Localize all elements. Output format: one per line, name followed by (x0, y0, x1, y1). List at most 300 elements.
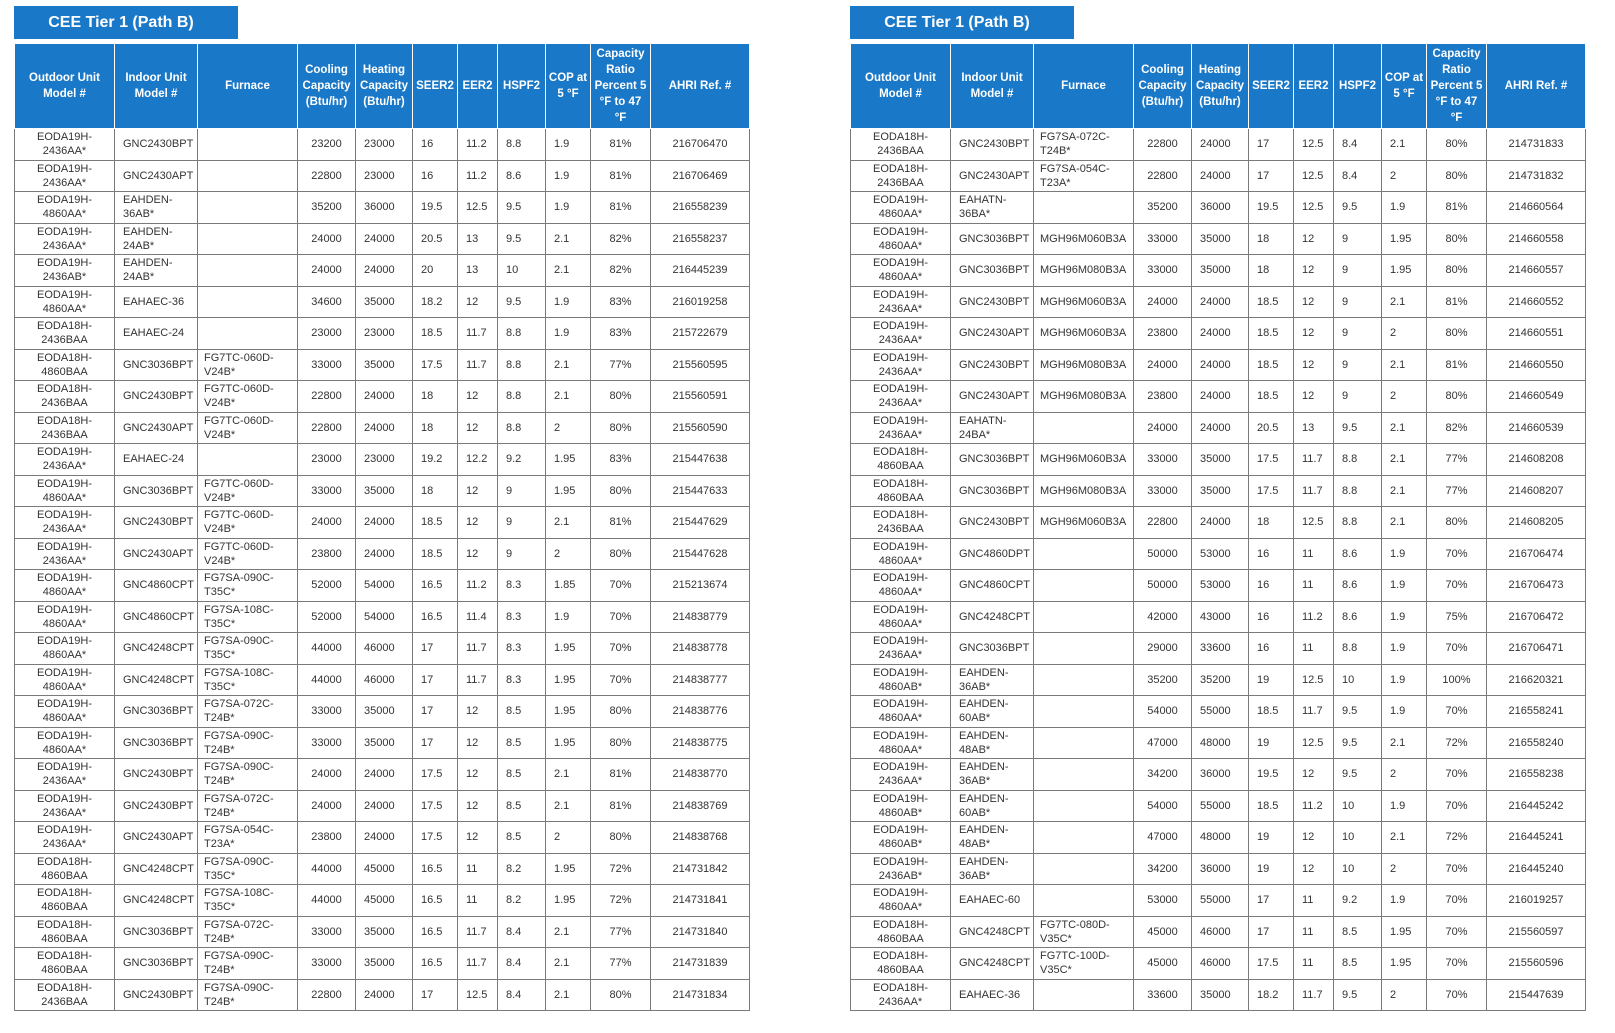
cell-seer2: 18 (1249, 223, 1294, 255)
table-row (851, 160, 1586, 192)
cell-eer2: 12 (458, 822, 498, 854)
cell-heating-capacity: 35000 (356, 286, 413, 318)
cell-seer2: 20 (413, 255, 458, 287)
cell-hspf2: 8.2 (498, 853, 546, 885)
cell-heating-capacity: 35000 (1192, 444, 1249, 476)
cell-hspf2: 10 (498, 255, 546, 287)
cell-furnace: FG7SA-090C-T35C* (198, 633, 298, 665)
cell-heating-capacity: 35000 (1192, 979, 1249, 1011)
cell-heating-capacity: 23000 (356, 318, 413, 350)
cell-outdoor-unit: EODA19H-2436AA* (851, 412, 951, 444)
cell-indoor-unit: GNC2430BPT (115, 790, 198, 822)
cell-hspf2: 8.8 (1334, 444, 1382, 476)
cell-heating-capacity: 35000 (356, 349, 413, 381)
cell-cop: 2 (1382, 318, 1427, 350)
cell-ahri-ref: 216706472 (1487, 601, 1586, 633)
table-row (851, 916, 1586, 948)
cell-ahri-ref: 215722679 (651, 318, 750, 350)
cell-cop: 2.1 (546, 790, 591, 822)
cell-seer2: 18.2 (1249, 979, 1294, 1011)
cell-ahri-ref: 216445241 (1487, 822, 1586, 854)
cell-eer2: 12 (1294, 822, 1334, 854)
cell-seer2: 16 (413, 160, 458, 192)
cell-cop: 2.1 (546, 507, 591, 539)
cell-furnace: FG7SA-072C-T24B* (198, 916, 298, 948)
cell-cooling-capacity: 47000 (1134, 727, 1192, 759)
cell-heating-capacity: 36000 (1192, 192, 1249, 224)
cell-cop: 1.95 (546, 727, 591, 759)
cell-cop: 2 (546, 822, 591, 854)
cell-heating-capacity: 23000 (356, 160, 413, 192)
header-row (15, 44, 750, 129)
cell-heating-capacity: 24000 (1192, 349, 1249, 381)
cell-furnace (1034, 727, 1134, 759)
cell-ahri-ref: 214731842 (651, 853, 750, 885)
cell-outdoor-unit: EODA18H-4860BAA (15, 916, 115, 948)
cell-outdoor-unit: EODA18H-2436BAA (15, 412, 115, 444)
col-header-cop: COP at 5 °F (1382, 44, 1427, 129)
cell-capacity-ratio: 80% (591, 538, 651, 570)
cell-capacity-ratio: 80% (591, 475, 651, 507)
cell-furnace: FG7TC-060D-V24B* (198, 475, 298, 507)
table-row (851, 349, 1586, 381)
cell-furnace: MGH96M080B3A (1034, 255, 1134, 287)
cell-outdoor-unit: EODA19H-2436AA* (15, 759, 115, 791)
cell-eer2: 11.7 (458, 318, 498, 350)
cell-hspf2: 8.3 (498, 633, 546, 665)
cell-cooling-capacity: 44000 (298, 853, 356, 885)
cell-eer2: 11.2 (458, 129, 498, 161)
table-row (15, 192, 750, 224)
cell-outdoor-unit: EODA18H-4860BAA (851, 948, 951, 980)
cell-heating-capacity: 55000 (1192, 885, 1249, 917)
cell-cop: 2 (1382, 853, 1427, 885)
col-header-seer2: SEER2 (413, 44, 458, 129)
col-header-capacity-ratio: Capacity Ratio Percent 5 °F to 47 °F (591, 44, 651, 129)
cell-capacity-ratio: 70% (1427, 948, 1487, 980)
cell-ahri-ref: 214731833 (1487, 129, 1586, 161)
cell-heating-capacity: 24000 (356, 223, 413, 255)
cell-outdoor-unit: EODA19H-4860AA* (851, 255, 951, 287)
table-row (851, 255, 1586, 287)
cell-cooling-capacity: 35200 (298, 192, 356, 224)
cell-capacity-ratio: 77% (591, 948, 651, 980)
cell-ahri-ref: 216445240 (1487, 853, 1586, 885)
cell-ahri-ref: 216706469 (651, 160, 750, 192)
col-header-eer2: EER2 (458, 44, 498, 129)
cell-outdoor-unit: EODA19H-4860AA* (15, 664, 115, 696)
cell-cop: 2.1 (1382, 822, 1427, 854)
table-row (851, 601, 1586, 633)
cell-outdoor-unit: EODA18H-4860BAA (15, 885, 115, 917)
cell-furnace: MGH96M080B3A (1034, 475, 1134, 507)
col-header-capacity-ratio: Capacity Ratio Percent 5 °F to 47 °F (1427, 44, 1487, 129)
cell-outdoor-unit: EODA19H-4860AA* (851, 885, 951, 917)
cell-seer2: 17 (1249, 885, 1294, 917)
cell-cop: 1.9 (1382, 633, 1427, 665)
cell-indoor-unit: GNC4248CPT (115, 664, 198, 696)
cell-cop: 2.1 (546, 759, 591, 791)
cell-eer2: 12 (458, 507, 498, 539)
cell-eer2: 12 (458, 475, 498, 507)
cell-ahri-ref: 214660551 (1487, 318, 1586, 350)
cell-outdoor-unit: EODA18H-2436BAA (851, 160, 951, 192)
cell-ahri-ref: 214660552 (1487, 286, 1586, 318)
cell-cooling-capacity: 23800 (1134, 381, 1192, 413)
cell-capacity-ratio: 80% (1427, 318, 1487, 350)
cell-outdoor-unit: EODA19H-4860AA* (15, 475, 115, 507)
cell-furnace (1034, 412, 1134, 444)
cell-seer2: 17.5 (1249, 444, 1294, 476)
cell-furnace: FG7SA-108C-T35C* (198, 885, 298, 917)
cell-capacity-ratio: 81% (591, 790, 651, 822)
cell-hspf2: 8.4 (498, 916, 546, 948)
cell-hspf2: 8.5 (498, 727, 546, 759)
cell-seer2: 18.5 (1249, 381, 1294, 413)
cell-hspf2: 8.5 (1334, 916, 1382, 948)
cell-indoor-unit: EAHDEN-36AB* (951, 759, 1034, 791)
cell-indoor-unit: EAHAEC-60 (951, 885, 1034, 917)
cell-outdoor-unit: EODA18H-4860BAA (851, 916, 951, 948)
cell-seer2: 17 (413, 979, 458, 1011)
cell-ahri-ref: 214660539 (1487, 412, 1586, 444)
cell-furnace: FG7SA-090C-T24B* (198, 759, 298, 791)
table-row (851, 948, 1586, 980)
cell-heating-capacity: 35000 (1192, 475, 1249, 507)
cell-capacity-ratio: 80% (591, 979, 651, 1011)
cell-outdoor-unit: EODA19H-2436AA* (15, 160, 115, 192)
cell-seer2: 18.5 (1249, 790, 1294, 822)
cell-heating-capacity: 53000 (1192, 538, 1249, 570)
cell-indoor-unit: EAHDEN-48AB* (951, 727, 1034, 759)
cell-cop: 2.1 (1382, 475, 1427, 507)
cell-cooling-capacity: 24000 (298, 790, 356, 822)
cell-indoor-unit: GNC2430BPT (115, 979, 198, 1011)
cell-ahri-ref: 216706474 (1487, 538, 1586, 570)
cell-eer2: 11 (458, 853, 498, 885)
cell-capacity-ratio: 70% (1427, 538, 1487, 570)
table-row (15, 412, 750, 444)
cell-indoor-unit: GNC3036BPT (951, 444, 1034, 476)
cell-heating-capacity: 45000 (356, 853, 413, 885)
cell-outdoor-unit: EODA19H-2436AA* (851, 759, 951, 791)
cell-hspf2: 9.5 (1334, 192, 1382, 224)
cell-furnace (198, 223, 298, 255)
cell-cop: 2.1 (546, 979, 591, 1011)
table-row (851, 475, 1586, 507)
cell-cooling-capacity: 44000 (298, 633, 356, 665)
cell-capacity-ratio: 81% (591, 507, 651, 539)
cell-capacity-ratio: 83% (591, 318, 651, 350)
cell-cooling-capacity: 35200 (1134, 664, 1192, 696)
cell-eer2: 11.2 (458, 570, 498, 602)
cell-seer2: 17 (1249, 916, 1294, 948)
cell-hspf2: 9 (498, 507, 546, 539)
cell-furnace (1034, 790, 1134, 822)
cell-furnace (198, 160, 298, 192)
table-row (851, 223, 1586, 255)
cell-indoor-unit: EAHATN-36BA* (951, 192, 1034, 224)
cell-capacity-ratio: 72% (591, 885, 651, 917)
cell-ahri-ref: 216445242 (1487, 790, 1586, 822)
table-row (851, 633, 1586, 665)
cell-indoor-unit: GNC2430BPT (115, 381, 198, 413)
cell-ahri-ref: 214660550 (1487, 349, 1586, 381)
cell-capacity-ratio: 70% (1427, 570, 1487, 602)
cell-hspf2: 9 (1334, 349, 1382, 381)
cell-capacity-ratio: 70% (1427, 885, 1487, 917)
cell-eer2: 11 (1294, 538, 1334, 570)
cell-seer2: 16.5 (413, 885, 458, 917)
table-row (851, 853, 1586, 885)
cell-hspf2: 8.8 (498, 318, 546, 350)
cell-indoor-unit: EAHDEN-48AB* (951, 822, 1034, 854)
cell-furnace: FG7SA-090C-T35C* (198, 570, 298, 602)
col-header-hspf2: HSPF2 (1334, 44, 1382, 129)
cell-cop: 2.1 (1382, 129, 1427, 161)
cell-cooling-capacity: 45000 (1134, 948, 1192, 980)
cell-eer2: 11.7 (458, 664, 498, 696)
cell-furnace: FG7SA-072C-T24B* (198, 790, 298, 822)
cell-heating-capacity: 24000 (356, 381, 413, 413)
cell-eer2: 12 (1294, 318, 1334, 350)
cell-furnace: FG7SA-090C-T35C* (198, 853, 298, 885)
table-row (851, 286, 1586, 318)
cell-hspf2: 9 (498, 475, 546, 507)
cell-cop: 1.9 (1382, 570, 1427, 602)
cell-indoor-unit: GNC4248CPT (115, 853, 198, 885)
cell-cooling-capacity: 23000 (298, 444, 356, 476)
cell-ahri-ref: 216558239 (651, 192, 750, 224)
cell-cooling-capacity: 33000 (1134, 475, 1192, 507)
cell-indoor-unit: EAHDEN-36AB* (115, 192, 198, 224)
cell-indoor-unit: GNC4860DPT (951, 538, 1034, 570)
cell-indoor-unit: EAHAEC-36 (115, 286, 198, 318)
cell-indoor-unit: GNC3036BPT (115, 916, 198, 948)
cell-outdoor-unit: EODA19H-4860AB* (851, 822, 951, 854)
cell-cooling-capacity: 33000 (298, 696, 356, 728)
cell-ahri-ref: 214838769 (651, 790, 750, 822)
cell-hspf2: 10 (1334, 822, 1382, 854)
cell-hspf2: 8.5 (1334, 948, 1382, 980)
cell-ahri-ref: 215447629 (651, 507, 750, 539)
cell-outdoor-unit: EODA19H-2436AA* (15, 129, 115, 161)
col-header-outdoor-unit: Outdoor Unit Model # (15, 44, 115, 129)
cell-seer2: 18.5 (1249, 349, 1294, 381)
cell-seer2: 19 (1249, 853, 1294, 885)
cell-ahri-ref: 214838768 (651, 822, 750, 854)
cell-seer2: 16.5 (413, 948, 458, 980)
cell-ahri-ref: 216019258 (651, 286, 750, 318)
cell-cop: 2 (1382, 979, 1427, 1011)
cell-outdoor-unit: EODA19H-4860AA* (15, 601, 115, 633)
cell-indoor-unit: GNC3036BPT (115, 948, 198, 980)
cell-seer2: 18.5 (413, 538, 458, 570)
cell-eer2: 12 (458, 727, 498, 759)
cell-hspf2: 8.6 (1334, 601, 1382, 633)
cell-furnace: FG7TC-060D-V24B* (198, 349, 298, 381)
cell-seer2: 18 (413, 475, 458, 507)
cell-heating-capacity: 53000 (1192, 570, 1249, 602)
cell-cop: 2.1 (546, 255, 591, 287)
cell-hspf2: 8.4 (1334, 160, 1382, 192)
cell-eer2: 12 (458, 538, 498, 570)
cell-capacity-ratio: 81% (1427, 349, 1487, 381)
cell-capacity-ratio: 72% (1427, 727, 1487, 759)
cell-seer2: 20.5 (413, 223, 458, 255)
cell-furnace: FG7TC-060D-V24B* (198, 538, 298, 570)
cell-capacity-ratio: 77% (591, 349, 651, 381)
cell-cooling-capacity: 42000 (1134, 601, 1192, 633)
cell-hspf2: 9.5 (1334, 759, 1382, 791)
cell-hspf2: 9.5 (1334, 727, 1382, 759)
cell-outdoor-unit: EODA19H-2436AA* (851, 318, 951, 350)
cell-seer2: 17 (413, 727, 458, 759)
cell-capacity-ratio: 70% (1427, 790, 1487, 822)
cell-ahri-ref: 214660558 (1487, 223, 1586, 255)
cell-ahri-ref: 214731841 (651, 885, 750, 917)
cell-cop: 1.9 (1382, 538, 1427, 570)
cell-cop: 1.9 (1382, 885, 1427, 917)
cell-outdoor-unit: EODA18H-4860BAA (851, 444, 951, 476)
cell-indoor-unit: GNC4248CPT (951, 601, 1034, 633)
cell-hspf2: 9 (1334, 223, 1382, 255)
cell-hspf2: 8.5 (498, 790, 546, 822)
cell-indoor-unit: GNC3036BPT (115, 727, 198, 759)
col-header-cooling-capacity: Cooling Capacity (Btu/hr) (298, 44, 356, 129)
cell-seer2: 17 (413, 633, 458, 665)
cell-heating-capacity: 55000 (1192, 696, 1249, 728)
cell-furnace (198, 444, 298, 476)
cell-indoor-unit: GNC3036BPT (951, 475, 1034, 507)
cell-furnace (198, 192, 298, 224)
cell-cop: 1.9 (546, 192, 591, 224)
cell-outdoor-unit: EODA18H-2436BAA (15, 979, 115, 1011)
cell-furnace: FG7TC-060D-V24B* (198, 412, 298, 444)
cell-seer2: 16.5 (413, 916, 458, 948)
cell-seer2: 19.2 (413, 444, 458, 476)
cell-heating-capacity: 43000 (1192, 601, 1249, 633)
cell-capacity-ratio: 80% (1427, 129, 1487, 161)
cell-indoor-unit: GNC2430BPT (951, 349, 1034, 381)
cell-hspf2: 8.8 (498, 412, 546, 444)
cell-eer2: 11.2 (1294, 601, 1334, 633)
cell-cop: 1.95 (546, 633, 591, 665)
cell-seer2: 19.5 (1249, 759, 1294, 791)
table-row (15, 160, 750, 192)
cell-furnace: FG7SA-072C-T24B* (1034, 129, 1134, 161)
col-header-furnace: Furnace (198, 44, 298, 129)
cell-outdoor-unit: EODA18H-2436BAA (851, 129, 951, 161)
cell-eer2: 11.7 (1294, 444, 1334, 476)
cell-outdoor-unit: EODA18H-4860BAA (15, 948, 115, 980)
cell-cop: 1.95 (546, 885, 591, 917)
cell-seer2: 18 (413, 381, 458, 413)
cell-cooling-capacity: 33000 (298, 475, 356, 507)
cell-ahri-ref: 215560590 (651, 412, 750, 444)
table-row (15, 727, 750, 759)
cell-heating-capacity: 46000 (356, 633, 413, 665)
cell-eer2: 11 (1294, 633, 1334, 665)
cell-cooling-capacity: 52000 (298, 570, 356, 602)
cell-seer2: 18.5 (413, 507, 458, 539)
cell-heating-capacity: 24000 (1192, 507, 1249, 539)
cell-hspf2: 9.5 (498, 223, 546, 255)
cell-indoor-unit: GNC3036BPT (115, 696, 198, 728)
cell-capacity-ratio: 80% (1427, 223, 1487, 255)
table-row (15, 822, 750, 854)
cell-outdoor-unit: EODA19H-4860AB* (851, 664, 951, 696)
table-title: CEE Tier 1 (Path B) (850, 6, 1074, 39)
cell-indoor-unit: EAHDEN-60AB* (951, 790, 1034, 822)
cell-furnace: MGH96M060B3A (1034, 223, 1134, 255)
cell-hspf2: 8.8 (1334, 475, 1382, 507)
cell-cooling-capacity: 24000 (1134, 349, 1192, 381)
cell-cooling-capacity: 33600 (1134, 979, 1192, 1011)
cell-eer2: 11.7 (1294, 979, 1334, 1011)
cell-heating-capacity: 46000 (1192, 916, 1249, 948)
table-row (851, 696, 1586, 728)
cell-heating-capacity: 35000 (356, 696, 413, 728)
table-row (851, 318, 1586, 350)
cell-capacity-ratio: 80% (591, 381, 651, 413)
cell-furnace (1034, 822, 1134, 854)
cell-cop: 1.9 (546, 286, 591, 318)
cell-indoor-unit: GNC4860CPT (115, 601, 198, 633)
cell-seer2: 19.5 (413, 192, 458, 224)
cell-heating-capacity: 35000 (1192, 255, 1249, 287)
cell-eer2: 11.7 (458, 349, 498, 381)
col-header-outdoor-unit: Outdoor Unit Model # (851, 44, 951, 129)
cell-furnace (1034, 570, 1134, 602)
cell-cop: 1.9 (546, 601, 591, 633)
cell-indoor-unit: EAHATN-24BA* (951, 412, 1034, 444)
cell-capacity-ratio: 80% (591, 727, 651, 759)
cell-indoor-unit: GNC2430BPT (115, 129, 198, 161)
cell-outdoor-unit: EODA19H-4860AA* (851, 223, 951, 255)
cell-outdoor-unit: EODA19H-4860AA* (851, 696, 951, 728)
cell-hspf2: 8.2 (498, 885, 546, 917)
cell-eer2: 12 (1294, 349, 1334, 381)
cell-furnace: FG7TC-060D-V24B* (198, 381, 298, 413)
cell-cooling-capacity: 23800 (298, 822, 356, 854)
cell-eer2: 12 (1294, 255, 1334, 287)
cell-capacity-ratio: 80% (1427, 255, 1487, 287)
cell-seer2: 16.5 (413, 601, 458, 633)
cell-capacity-ratio: 82% (591, 223, 651, 255)
cell-cop: 1.95 (546, 444, 591, 476)
cell-heating-capacity: 24000 (356, 759, 413, 791)
cell-cop: 2 (1382, 160, 1427, 192)
cell-indoor-unit: GNC3036BPT (951, 255, 1034, 287)
cell-outdoor-unit: EODA19H-2436AB* (15, 255, 115, 287)
table-row (15, 633, 750, 665)
cell-cop: 2.1 (1382, 727, 1427, 759)
cell-capacity-ratio: 80% (591, 696, 651, 728)
cell-seer2: 18 (413, 412, 458, 444)
col-header-cooling-capacity: Cooling Capacity (Btu/hr) (1134, 44, 1192, 129)
cell-indoor-unit: EAHAEC-24 (115, 444, 198, 476)
cell-hspf2: 9 (1334, 318, 1382, 350)
cell-seer2: 17 (1249, 160, 1294, 192)
table-panel-left (14, 6, 779, 1011)
cell-eer2: 12.2 (458, 444, 498, 476)
cell-eer2: 11.7 (458, 948, 498, 980)
table-panel-right (850, 6, 1605, 1011)
table-row (851, 538, 1586, 570)
cell-indoor-unit: GNC2430BPT (951, 286, 1034, 318)
cell-ahri-ref: 215447638 (651, 444, 750, 476)
